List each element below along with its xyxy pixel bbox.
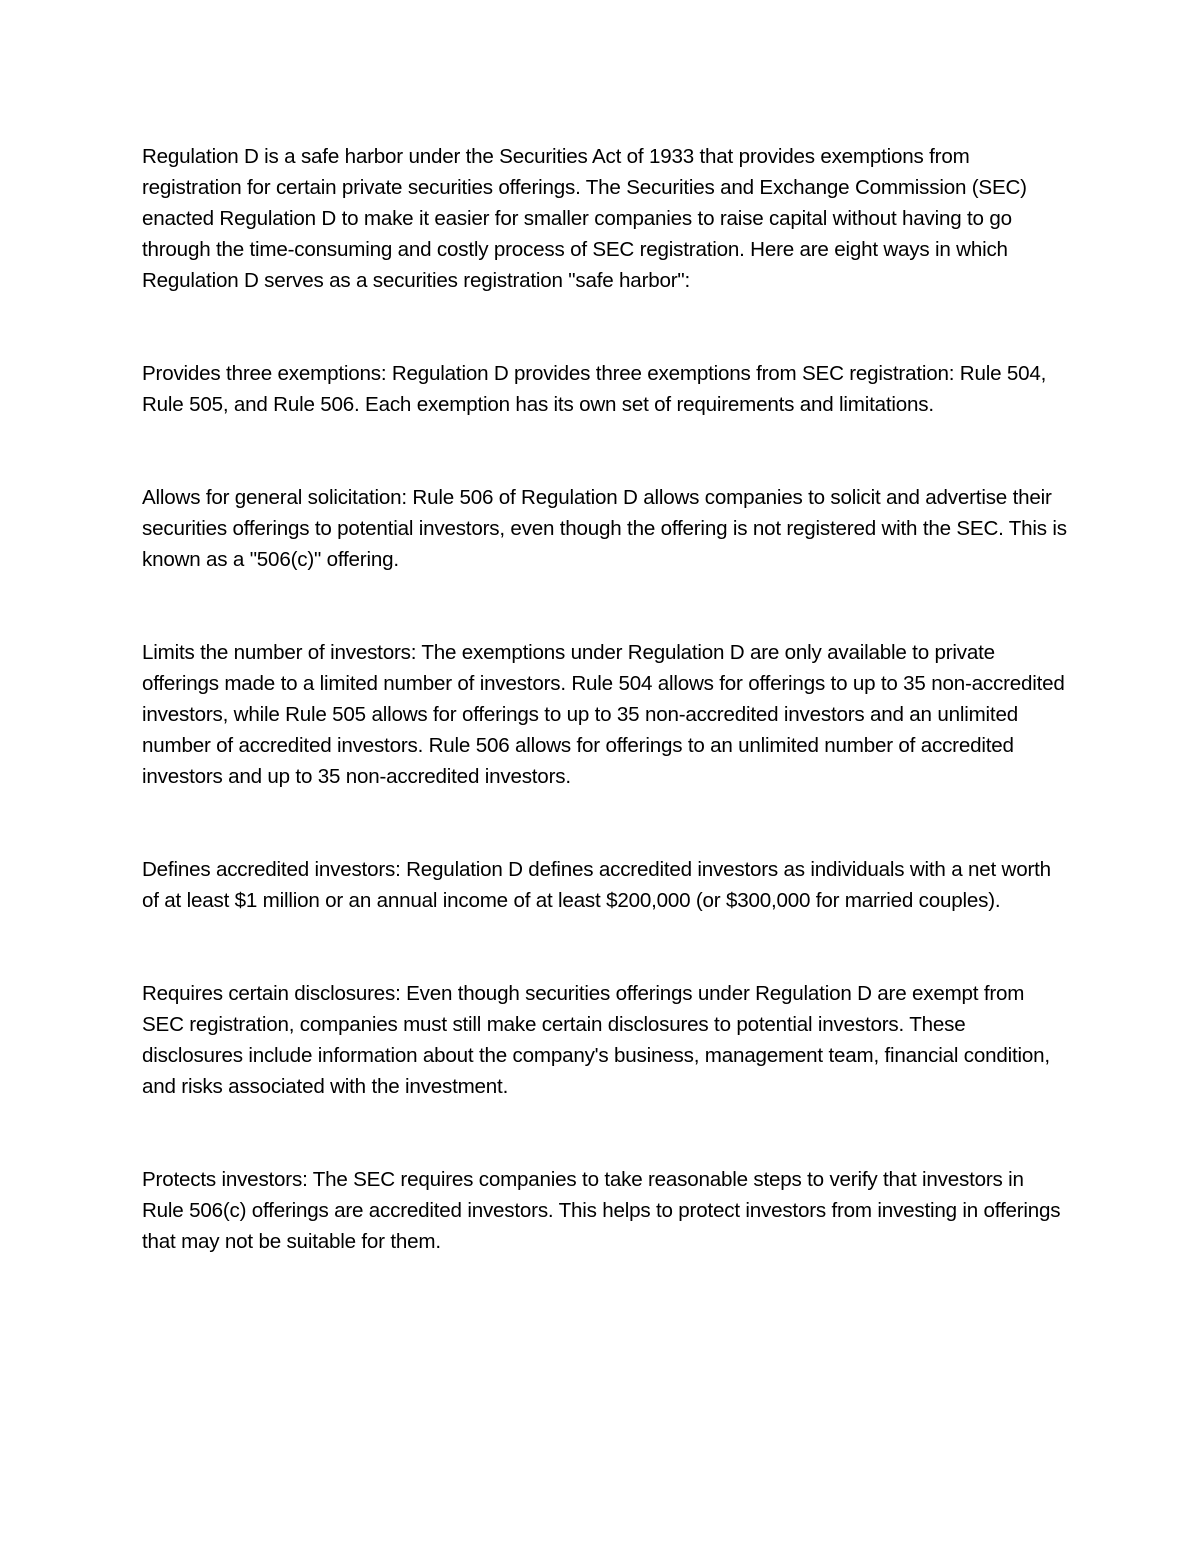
paragraph-accredited-investors: Defines accredited investors: Regulation D defines accredited investors as individuals with a net worth of at least $1 million or an annual income of at least $200,000 (or $300,000 for married couples). bbox=[142, 858, 1051, 912]
paragraph-three-exemptions: Provides three exemptions: Regulation D provides three exemptions from SEC registration: Rule 504, Rule 505, and Rule 506. Each exemption has its own set of requirements and limitations. bbox=[142, 362, 1047, 416]
paragraph-spacer bbox=[142, 575, 1067, 637]
paragraph-spacer bbox=[142, 916, 1067, 978]
paragraph-general-solicitation: Allows for general solicitation: Rule 506 of Regulation D allows companies to solicit and advertise their securities offerings to potential investors, even though the offering is not registered with the SEC. This is known as a "506(c)" offering. bbox=[142, 486, 1067, 571]
paragraph-limits-investors: Limits the number of investors: The exemptions under Regulation D are only available to private offerings made to a limited number of investors. Rule 504 allows for offerings to up to 35 non-accredited investors, while Rule 505 allows for offerings to up to 35 non-accredited investors and an unlimited number of accredited investors. Rule 506 allows for offerings to an unlimited number of accredited investors and up to 35 non-accredited investors. bbox=[142, 641, 1065, 788]
paragraph-protects-investors: Protects investors: The SEC requires companies to take reasonable steps to verify that investors in Rule 506(c) offerings are accredited investors. This helps to protect investors from investing in offerings that may not be suitable for them. bbox=[142, 1168, 1061, 1253]
document-body bbox=[142, 141, 1067, 1257]
paragraph-spacer bbox=[142, 792, 1067, 854]
intro-paragraph: Regulation D is a safe harbor under the Securities Act of 1933 that provides exemptions from registration for certain private securities offerings. The Securities and Exchange Commission (SEC) enacted Regulation D to make it easier for smaller companies to raise capital without having to go through the time-consuming and costly process of SEC registration. Here are eight ways in which Regulation D serves as a securities registration "safe harbor": bbox=[142, 145, 1027, 292]
paragraph-spacer bbox=[142, 1102, 1067, 1164]
paragraph-spacer bbox=[142, 420, 1067, 482]
paragraph-disclosures: Requires certain disclosures: Even though securities offerings under Regulation D are exempt from SEC registration, companies must still make certain disclosures to potential investors. These disclosures include information about the company's business, management team, financial condition, and risks associated with the investment. bbox=[142, 982, 1050, 1098]
paragraph-spacer bbox=[142, 296, 1067, 358]
